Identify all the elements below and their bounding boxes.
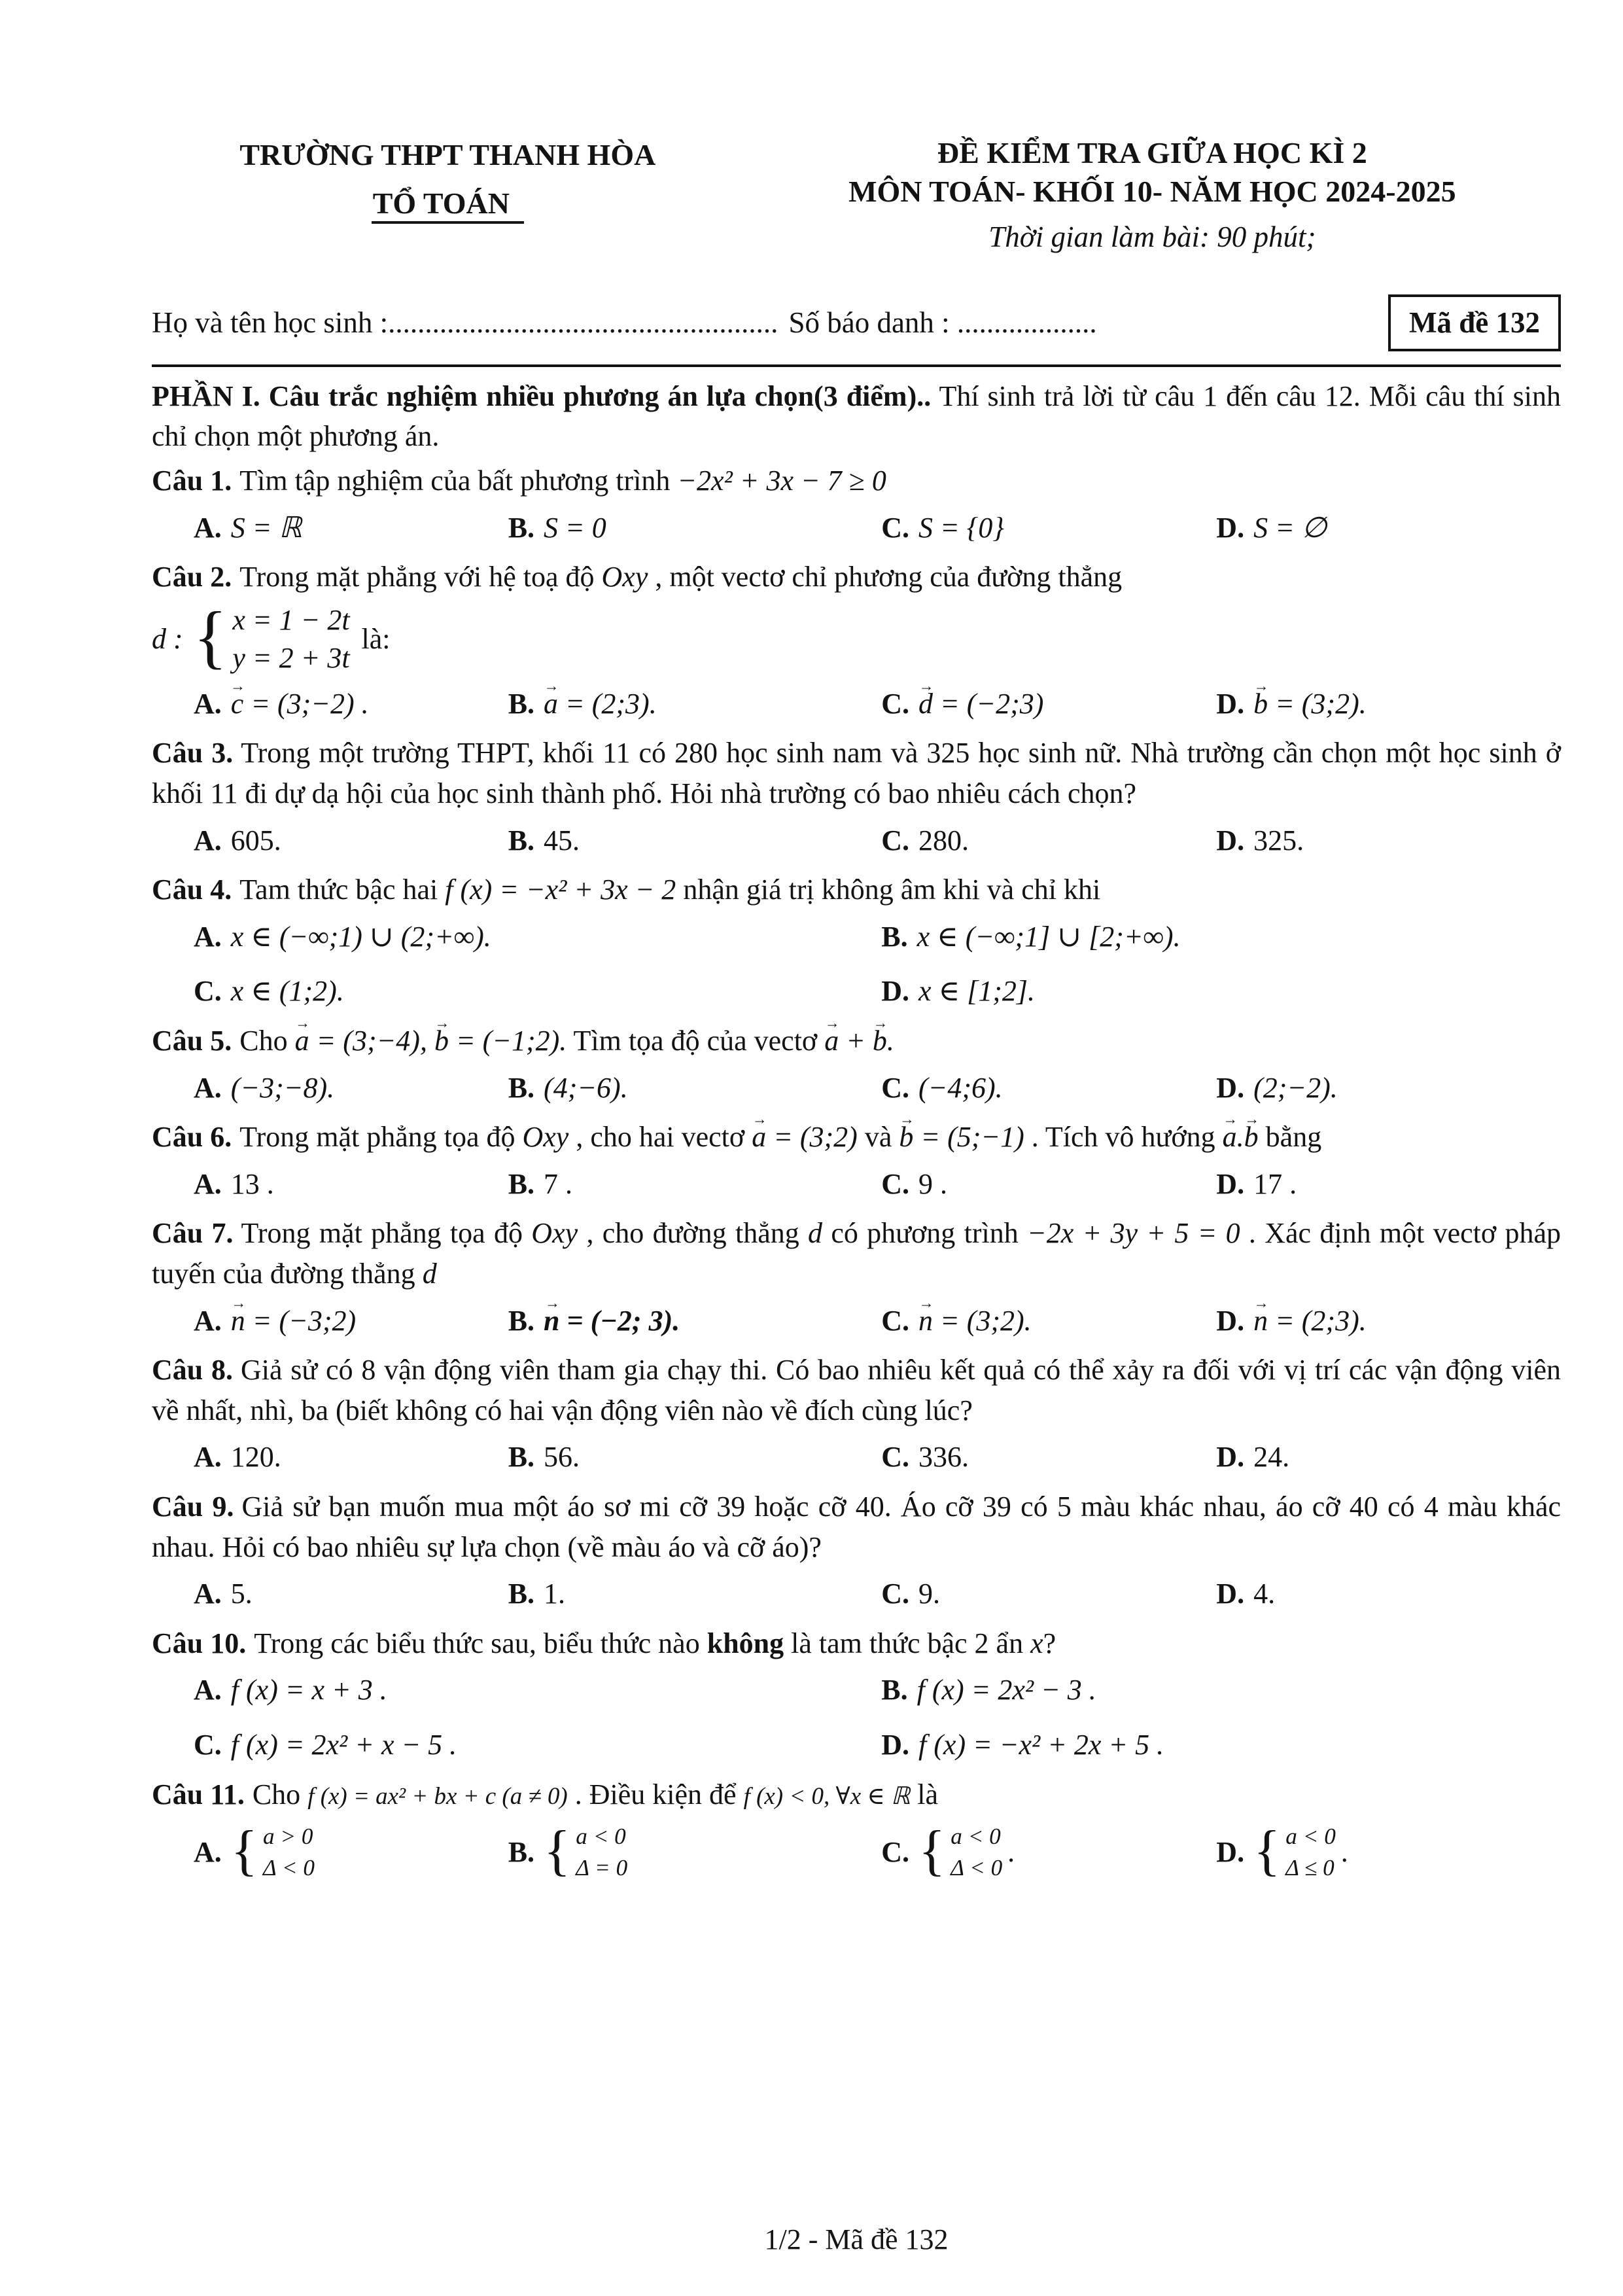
exam-subtitle: MÔN TOÁN- KHỐI 10- NĂM HỌC 2024-2025 (848, 174, 1456, 208)
question-3-opt-3-seg-0: 325. (1253, 824, 1304, 857)
question-7-opt-1-seg-0: n → (544, 1301, 559, 1341)
question-4-option-a-label: A. (194, 920, 222, 953)
question-2-option-d-label: D. (1216, 687, 1245, 720)
question-11-option-c-label: C. (881, 1835, 910, 1868)
question-10-option-d-label: D. (881, 1728, 910, 1761)
question-6-stem (152, 1117, 1561, 1157)
question-2-options (152, 684, 1561, 724)
question-9-stem (152, 1487, 1561, 1567)
question-7-option-d-label: D. (1216, 1304, 1245, 1337)
question-4-opt-1-seg-0: x ∈ (−∞;1] ∪ [2;+∞). (916, 920, 1181, 953)
question-8-option-a (194, 1437, 508, 1477)
question-5-seg-3: b → (434, 1021, 449, 1061)
question-11-seg-3: f (x) < 0, ∀x ∈ ℝ (743, 1782, 911, 1809)
question-10-option-d (881, 1725, 1561, 1765)
question-11-seg-4: là (910, 1778, 939, 1810)
question-6-opt-3-seg-0: 17 . (1253, 1167, 1297, 1200)
question-1-number: Câu 1. (152, 464, 232, 497)
student-id-line: Số báo danh : ................... (788, 306, 1097, 339)
question-1-option-a (194, 508, 508, 548)
question-7-seg-0: Trong mặt phẳng tọa độ (241, 1217, 532, 1250)
question-11-option-a-cases-line-0: a > 0 (262, 1824, 313, 1850)
question-11-option-b (508, 1821, 882, 1883)
question-3 (152, 733, 1561, 860)
question-6-seg-5: và (857, 1121, 899, 1154)
question-5-option-a (194, 1068, 508, 1108)
question-5-seg-0: Cho (239, 1025, 295, 1057)
question-6-opt-1-seg-0: 7 . (544, 1167, 573, 1200)
question-1-option-c-label: C. (881, 511, 910, 544)
question-8-opt-0-seg-0: 120. (230, 1441, 281, 1474)
question-7-option-d (1216, 1301, 1561, 1341)
question-5-opt-3-seg-0: (2;−2). (1253, 1071, 1338, 1104)
question-8 (152, 1350, 1561, 1477)
question-6-seg-9: a → (1223, 1117, 1237, 1157)
question-8-opt-2-seg-0: 336. (918, 1441, 969, 1474)
exam-duration: Thời gian làm bài: 90 phút; (988, 220, 1316, 253)
question-11-option-d (1216, 1821, 1561, 1883)
question-9-option-d (1216, 1574, 1561, 1614)
question-11-option-a (194, 1821, 508, 1883)
question-11-seg-0: Cho (252, 1778, 308, 1810)
section-heading (152, 376, 1561, 457)
questions-list (152, 461, 1561, 1892)
question-11-option-b-cases (544, 1821, 627, 1883)
question-2-cases-line-0: x = 1 − 2t (232, 603, 350, 636)
question-3-opt-1-seg-0: 45. (544, 824, 580, 857)
question-3-stem (152, 733, 1561, 813)
question-1-option-d (1216, 508, 1561, 548)
question-9-opt-0-seg-0: 5. (230, 1578, 253, 1610)
question-4-option-c-label: C. (194, 975, 222, 1008)
exam-code-box: Mã đề 132 (1388, 294, 1561, 351)
question-2-cases (152, 597, 391, 677)
question-4-option-b-label: B. (881, 920, 908, 953)
question-2-number: Câu 2. (152, 561, 232, 593)
question-7-opt-0-seg-1: = (−3;2) (245, 1304, 357, 1337)
question-11-option-d-label: D. (1216, 1835, 1245, 1868)
question-6-seg-1: Oxy (522, 1121, 569, 1154)
question-7-option-c (881, 1301, 1216, 1341)
question-10-stem (152, 1623, 1561, 1664)
question-9-option-d-label: D. (1216, 1578, 1245, 1610)
question-2-option-b (508, 684, 882, 724)
question-4-opt-2-seg-0: x ∈ (1;2). (230, 975, 344, 1008)
question-11-option-c-cases (918, 1821, 1015, 1883)
page-footer: 1/2 - Mã đề 132 (764, 2223, 949, 2256)
question-11-option-a-cases-left-brace-icon: { (230, 1819, 258, 1882)
question-5-number: Câu 5. (152, 1025, 232, 1057)
question-7-seg-2: , cho đường thẳng (578, 1217, 809, 1250)
question-7-opt-1-seg-1: = (−2; 3). (559, 1304, 680, 1337)
question-11-option-d-cases (1253, 1821, 1348, 1883)
question-10-options (152, 1670, 1561, 1765)
question-5-seg-2: = (3;−4), (309, 1025, 434, 1057)
question-2-option-a (194, 684, 508, 724)
question-2-cases-left-brace-icon: { (193, 597, 228, 676)
question-6-seg-10: . (1236, 1121, 1244, 1154)
question-6-seg-4: = (3;2) (766, 1121, 858, 1154)
question-2-cases-line-1: y = 2 + 3t (232, 641, 350, 674)
question-2-opt-1-seg-1: = (2;3). (558, 687, 657, 720)
question-7-options (152, 1301, 1561, 1341)
question-3-option-d-label: D. (1216, 824, 1245, 857)
question-5 (152, 1021, 1561, 1108)
question-7-option-b-label: B. (508, 1304, 535, 1337)
question-6-seg-12: bằng (1258, 1121, 1322, 1154)
question-3-option-c (881, 821, 1216, 861)
question-1-option-b (508, 508, 882, 548)
question-5-seg-4: = (−1;2). (448, 1025, 567, 1057)
question-7-option-a (194, 1301, 508, 1341)
question-3-number: Câu 3. (152, 737, 234, 769)
question-11-option-c (881, 1821, 1216, 1883)
question-2-opt-3-seg-0: b → (1253, 684, 1268, 724)
exam-title: ĐỀ KIỂM TRA GIỮA HỌC KÌ 2 (937, 136, 1367, 169)
question-2-opt-1-seg-0: a → (544, 684, 558, 724)
question-10-seg-2: là tam thức bậc 2 ẩn (784, 1627, 1031, 1659)
question-3-option-a-label: A. (194, 824, 222, 857)
question-11-stem (152, 1775, 1561, 1815)
question-11-option-b-cases-line-1: Δ = 0 (576, 1854, 628, 1881)
question-7-option-b (508, 1301, 882, 1341)
question-2-seg-2: , một vectơ chỉ phương của đường thẳng (648, 561, 1123, 593)
question-4-opt-0-seg-0: x ∈ (−∞;1) ∪ (2;+∞). (230, 920, 491, 953)
question-2-opt-0-seg-0: c → (231, 684, 244, 724)
question-2-option-b-label: B. (508, 687, 535, 720)
question-7-seg-6: . Xác định một vectơ pháp tuyến của đường thẳng (152, 1217, 1562, 1290)
question-10-opt-0-seg-0: f (x) = x + 3 . (230, 1674, 387, 1706)
question-2-seg-1: Oxy (601, 561, 648, 593)
question-1-option-c (881, 508, 1216, 548)
question-4-seg-2: nhận giá trị không âm khi và chỉ khi (676, 874, 1101, 906)
exam-title-block (744, 134, 1561, 258)
question-8-stem (152, 1350, 1561, 1430)
question-11-option-a-cases-line-1: Δ < 0 (262, 1854, 315, 1881)
question-11-option-d-cases-line-0: a < 0 (1285, 1824, 1336, 1850)
question-5-option-d (1216, 1068, 1561, 1108)
question-5-seg-7: + (839, 1025, 873, 1057)
question-3-options (152, 821, 1561, 861)
department-name: TỔ TOÁN (372, 186, 524, 224)
question-4-seg-1: f (x) = −x² + 3x − 2 (445, 874, 676, 906)
question-3-option-d (1216, 821, 1561, 861)
question-5-option-a-label: A. (194, 1071, 222, 1104)
question-5-stem (152, 1021, 1561, 1061)
question-9-option-c-label: C. (881, 1578, 910, 1610)
question-5-options (152, 1068, 1561, 1108)
question-6-option-a-label: A. (194, 1167, 222, 1200)
question-4-option-b (881, 917, 1561, 957)
question-2-opt-3-seg-1: = (3;2). (1268, 687, 1367, 720)
question-7-seg-1: Oxy (531, 1217, 578, 1250)
question-11-option-d-cases-left-brace-icon: { (1253, 1819, 1281, 1882)
question-7-stem (152, 1213, 1561, 1294)
question-10-option-c (194, 1725, 881, 1765)
question-9-opt-3-seg-0: 4. (1253, 1578, 1276, 1610)
question-9-option-a-label: A. (194, 1578, 222, 1610)
question-11-option-c-cases-line-1: Δ < 0 (951, 1854, 1003, 1881)
question-2-option-a-label: A. (194, 687, 222, 720)
question-5-option-b-label: B. (508, 1071, 535, 1104)
department-row (152, 183, 744, 224)
question-3-option-a (194, 821, 508, 861)
question-4-seg-0: Tam thức bậc hai (239, 874, 445, 906)
question-11-option-b-cases-line-0: a < 0 (576, 1824, 626, 1850)
question-9-seg-0: Giả sử bạn muốn mua một áo sơ mi cỡ 39 hoặc cỡ 40. Áo cỡ 39 có 5 màu khác nhau, áo cỡ 40 có 4 màu khác nhau. Hỏi có bao nhiêu sự lựa chọn (về màu áo và cỡ áo)? (152, 1490, 1562, 1563)
question-4-option-c (194, 971, 881, 1012)
question-6-options (152, 1164, 1561, 1205)
question-5-opt-1-seg-0: (4;−6). (544, 1071, 628, 1104)
question-1-option-a-label: A. (194, 511, 222, 544)
question-2-option-c-label: C. (881, 687, 910, 720)
question-7-opt-3-seg-1: = (2;3). (1268, 1304, 1367, 1337)
question-11-option-c-cases-line-0: a < 0 (951, 1824, 1001, 1850)
question-9-opt-2-seg-0: 9. (918, 1578, 941, 1610)
question-8-number: Câu 8. (152, 1354, 234, 1386)
question-11-seg-1: f (x) = ax² + bx + c (a ≠ 0) (307, 1782, 568, 1809)
question-6-option-c (881, 1164, 1216, 1205)
question-6-seg-8: . Tích vô hướng (1024, 1121, 1223, 1154)
question-5-seg-5: Tìm tọa độ của vectơ (567, 1025, 825, 1057)
question-6-seg-6: b → (899, 1117, 913, 1157)
question-6-opt-0-seg-0: 13 . (230, 1167, 274, 1200)
question-3-option-b (508, 821, 882, 861)
question-10-opt-2-seg-0: f (x) = 2x² + x − 5 . (230, 1728, 457, 1761)
question-7-opt-2-seg-0: n → (918, 1301, 933, 1341)
question-2 (152, 557, 1561, 724)
question-1-seg-0: Tìm tập nghiệm của bất phương trình (239, 464, 678, 497)
question-8-option-a-label: A. (194, 1441, 222, 1474)
question-8-option-c-label: C. (881, 1441, 910, 1474)
exam-header (152, 134, 1561, 258)
question-7-option-a-label: A. (194, 1304, 222, 1337)
question-1-option-d-label: D. (1216, 511, 1245, 544)
question-11-option-a-cases-lines (263, 1821, 315, 1883)
question-7-opt-0-seg-0: n → (231, 1301, 245, 1341)
question-10-seg-1: không (707, 1627, 784, 1659)
question-5-seg-6: a → (824, 1021, 839, 1061)
question-9-option-b (508, 1574, 882, 1614)
question-1 (152, 461, 1561, 548)
question-11-option-c-cases-tail: . (1007, 1835, 1015, 1868)
student-name-line: Họ và tên học sinh :..................................................... (152, 306, 778, 339)
question-7-seg-4: có phương trình (822, 1217, 1027, 1250)
school-name: TRƯỜNG THPT THANH HÒA (239, 138, 656, 171)
question-10-seg-4: ? (1043, 1627, 1056, 1659)
question-3-seg-0: Trong một trường THPT, khối 11 có 280 học sinh nam và 325 học sinh nữ. Nhà trường cần chọn một học sinh ở khối 11 đi dự dạ hội của học sinh thành phố. Hỏi nhà trường có bao nhiêu cách chọn? (152, 737, 1561, 810)
section-heading-bold: PHẦN I. Câu trắc nghiệm nhiều phương án lựa chọn(3 điểm).. (152, 380, 932, 412)
question-4-options (152, 917, 1561, 1012)
question-9-number: Câu 9. (152, 1490, 234, 1523)
question-9-option-b-label: B. (508, 1578, 535, 1610)
question-9-options (152, 1574, 1561, 1614)
question-10-option-c-label: C. (194, 1728, 222, 1761)
question-2-option-d (1216, 684, 1561, 724)
question-9-opt-1-seg-0: 1. (544, 1578, 566, 1610)
school-block (152, 134, 744, 258)
question-3-option-b-label: B. (508, 824, 535, 857)
question-7-option-c-label: C. (881, 1304, 910, 1337)
question-6-seg-0: Trong mặt phẳng tọa độ (239, 1121, 523, 1154)
question-1-opt-1-seg-0: S = 0 (544, 511, 606, 544)
question-5-option-c-label: C. (881, 1071, 910, 1104)
question-1-option-b-label: B. (508, 511, 535, 544)
question-11-option-a-cases (231, 1821, 315, 1883)
question-2-stem (152, 557, 1561, 597)
question-4-option-a (194, 917, 881, 957)
question-7-seg-3: d (808, 1217, 823, 1250)
question-11-option-b-cases-lines (576, 1821, 627, 1883)
question-3-opt-0-seg-0: 605. (230, 824, 281, 857)
question-1-opt-2-seg-0: S = {0} (918, 511, 1004, 544)
question-8-option-b (508, 1437, 882, 1477)
question-3-option-c-label: C. (881, 824, 910, 857)
question-10-opt-3-seg-0: f (x) = −x² + 2x + 5 . (918, 1728, 1164, 1761)
question-2-opt-2-seg-0: d → (918, 684, 933, 724)
question-4-opt-3-seg-0: x ∈ [1;2]. (918, 975, 1036, 1008)
question-11-option-c-cases-left-brace-icon: { (918, 1819, 946, 1882)
question-5-seg-8: b → (873, 1021, 887, 1061)
question-2-cases-lines (232, 601, 349, 677)
question-6-number: Câu 6. (152, 1121, 232, 1154)
question-10-option-b (881, 1670, 1561, 1710)
question-10-seg-0: Trong các biểu thức sau, biểu thức nào (254, 1627, 707, 1659)
question-10-number: Câu 10. (152, 1627, 247, 1659)
question-10-opt-1-seg-0: f (x) = 2x² − 3 . (916, 1674, 1096, 1706)
question-5-option-d-label: D. (1216, 1071, 1245, 1104)
question-4-stem (152, 870, 1561, 910)
question-1-options (152, 508, 1561, 548)
question-10 (152, 1623, 1561, 1765)
question-6-seg-11: b → (1244, 1117, 1259, 1157)
question-11 (152, 1775, 1561, 1884)
question-2-opt-2-seg-1: = (−2;3) (933, 687, 1044, 720)
question-7-opt-2-seg-1: = (3;2). (933, 1304, 1032, 1337)
question-7-number: Câu 7. (152, 1217, 234, 1250)
question-10-option-a-label: A. (194, 1674, 222, 1706)
question-4-option-d-label: D. (881, 975, 910, 1008)
question-2-option-c (881, 684, 1216, 724)
question-10-option-b-label: B. (881, 1674, 908, 1706)
question-7-seg-7: d (422, 1258, 437, 1290)
question-8-options (152, 1437, 1561, 1477)
question-6-option-b-label: B. (508, 1167, 535, 1200)
question-1-stem (152, 461, 1561, 501)
question-11-option-b-cases-left-brace-icon: { (544, 1819, 571, 1882)
question-8-opt-1-seg-0: 56. (544, 1441, 580, 1474)
question-4-option-d (881, 971, 1561, 1012)
question-2-opt-0-seg-1: = (3;−2) . (243, 687, 369, 720)
question-6-opt-2-seg-0: 9 . (918, 1167, 948, 1200)
question-10-option-a (194, 1670, 881, 1710)
question-11-option-a-label: A. (194, 1835, 222, 1868)
question-9-option-a (194, 1574, 508, 1614)
question-6-seg-2: , cho hai vectơ (568, 1121, 752, 1154)
question-8-option-d (1216, 1437, 1561, 1477)
question-11-number: Câu 11. (152, 1778, 245, 1810)
question-6-option-b (508, 1164, 882, 1205)
question-11-option-c-cases-lines (951, 1821, 1002, 1883)
header-divider (152, 364, 1561, 367)
question-6 (152, 1117, 1561, 1204)
question-2-cases-lead: d : (152, 623, 183, 655)
student-info-row (152, 294, 1561, 351)
question-1-opt-0-seg-0: S = ℝ (230, 511, 302, 544)
question-5-option-c (881, 1068, 1216, 1108)
question-3-opt-2-seg-0: 280. (918, 824, 969, 857)
question-1-seg-1: −2x² + 3x − 7 ≥ 0 (677, 464, 886, 497)
question-11-seg-2: . Điều kiện để (567, 1778, 744, 1810)
question-6-option-c-label: C. (881, 1167, 910, 1200)
question-11-options (152, 1821, 1561, 1883)
question-8-opt-3-seg-0: 24. (1253, 1441, 1290, 1474)
question-5-opt-0-seg-0: (−3;−8). (230, 1071, 335, 1104)
question-11-option-d-cases-line-1: Δ ≤ 0 (1285, 1854, 1335, 1881)
question-8-option-c (881, 1437, 1216, 1477)
question-5-seg-1: a → (295, 1021, 309, 1061)
question-6-option-d (1216, 1164, 1561, 1205)
question-11-option-d-cases-tail: . (1340, 1835, 1348, 1868)
question-8-seg-0: Giả sử có 8 vận động viên tham gia chạy thi. Có bao nhiêu kết quả có thể xảy ra đối với vị trí các vận động viên về nhất, nhì, ba (biết không có hai vận động viên nào về đích cùng lúc? (152, 1354, 1562, 1426)
question-8-option-b-label: B. (508, 1441, 535, 1474)
question-6-seg-3: a → (752, 1117, 766, 1157)
question-2-seg-0: Trong mặt phẳng với hệ toạ độ (239, 561, 602, 593)
question-11-option-d-cases-lines (1285, 1821, 1336, 1883)
question-6-option-d-label: D. (1216, 1167, 1245, 1200)
question-7 (152, 1213, 1561, 1341)
question-5-seg-9: . (886, 1025, 894, 1057)
question-4-number: Câu 4. (152, 874, 232, 906)
question-6-seg-7: = (5;−1) (913, 1121, 1024, 1154)
question-2-cases-tail: là: (361, 623, 391, 655)
question-5-option-b (508, 1068, 882, 1108)
question-7-seg-5: −2x + 3y + 5 = 0 (1027, 1217, 1240, 1250)
question-9 (152, 1487, 1561, 1614)
question-2-system (152, 597, 1561, 677)
question-8-option-d-label: D. (1216, 1441, 1245, 1474)
question-1-opt-3-seg-0: S = ∅ (1253, 511, 1327, 544)
question-9-option-c (881, 1574, 1216, 1614)
section-heading-rest: Thí sinh trả lời từ câu 1 đến câu 12. Mỗi câu thí sinh chỉ chọn một phương án. (152, 380, 1561, 453)
question-7-opt-3-seg-0: n → (1253, 1301, 1268, 1341)
question-5-opt-2-seg-0: (−4;6). (918, 1071, 1003, 1104)
question-6-option-a (194, 1164, 508, 1205)
question-4 (152, 870, 1561, 1012)
question-10-seg-3: x (1030, 1627, 1043, 1659)
question-11-option-b-label: B. (508, 1835, 535, 1868)
